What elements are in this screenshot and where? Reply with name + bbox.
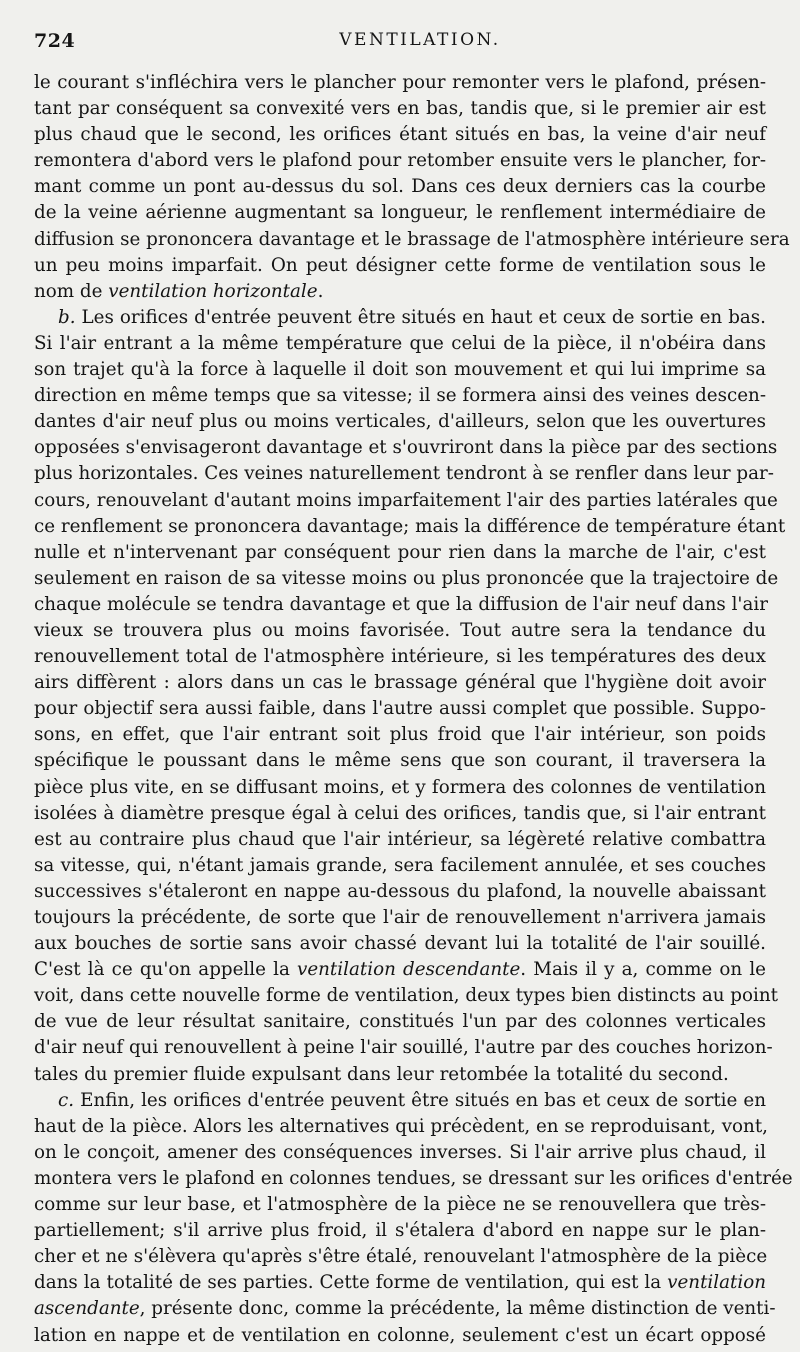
text-line bbox=[34, 305, 766, 331]
line-text: seulement en raison de sa vitesse moins ou plus prononcée que la trajectoire de bbox=[34, 567, 779, 589]
italic-term: ventilation descendante bbox=[297, 959, 521, 981]
text-line bbox=[34, 1088, 766, 1114]
line-text: airs diffèrent : alors dans un cas le brassage général que l'hygiène doit avoir bbox=[34, 672, 766, 694]
line-text: d'air neuf qui renouvellent à peine l'air souillé, l'autre par des couches horizon- bbox=[34, 1037, 773, 1059]
text-line bbox=[34, 331, 766, 357]
line-text: remontera d'abord vers le plafond pour retomber ensuite vers le plancher, for- bbox=[34, 150, 766, 172]
text-line bbox=[34, 592, 766, 618]
line-text: tant par conséquent sa convexité vers en bas, tandis que, si le premier air est bbox=[34, 98, 766, 120]
line-text: C'est là ce qu'on appelle la bbox=[34, 959, 298, 981]
body-text bbox=[34, 70, 793, 1349]
line-text: vieux se trouvera plus ou moins favorisée. Tout autre sera la tendance du bbox=[34, 619, 766, 641]
line-text: cours, renouvelant d'autant moins imparfaitement l'air des parties latérales que bbox=[34, 489, 778, 511]
italic-term: ascendante bbox=[34, 1298, 140, 1320]
line-text: de la veine aérienne augmentant sa longueur, le renflement intermédiaire de bbox=[34, 202, 766, 224]
text-line bbox=[34, 670, 766, 696]
text-line bbox=[34, 435, 778, 461]
text-line bbox=[34, 279, 766, 305]
line-text: plus horizontales. Ces veines naturellement tendront à se renfler dans leur par- bbox=[34, 463, 774, 485]
line-text: isolées à diamètre presque égal à celui des orifices, tandis que, si l'air entrant bbox=[34, 802, 766, 824]
line-text: pour objectif sera aussi faible, dans l'autre aussi complet que possible. Suppo- bbox=[34, 698, 766, 720]
line-text: pièce plus vite, en se diffusant moins, et y formera des colonnes de ventilation bbox=[34, 776, 766, 798]
text-line bbox=[34, 1166, 793, 1192]
line-text: opposées s'envisageront davantage et s'ouvriront dans la pièce par des sections bbox=[34, 437, 778, 459]
text-line bbox=[34, 1009, 766, 1035]
line-text: dans la totalité de ses parties. Cette forme de ventilation, qui est la bbox=[34, 1272, 668, 1294]
line-text: direction en même temps que sa vitesse; il se formera ainsi des veines descen- bbox=[34, 385, 766, 407]
italic-term: ventilation horizontale bbox=[108, 280, 318, 302]
line-text: comme sur leur base, et l'atmosphère de la pièce ne se renouvellera que très- bbox=[34, 1194, 766, 1216]
text-line bbox=[34, 618, 766, 644]
text-line bbox=[34, 1192, 766, 1218]
text-line bbox=[34, 853, 766, 879]
text-line bbox=[34, 540, 766, 566]
text-line bbox=[34, 1270, 766, 1296]
line-text: dantes d'air neuf plus ou moins verticales, d'ailleurs, selon que les ouvertures bbox=[34, 411, 766, 433]
line-text: Les orifices d'entrée peuvent être situés en haut et ceux de sortie en bas. bbox=[75, 306, 766, 328]
text-line bbox=[34, 70, 766, 96]
text-line bbox=[34, 383, 766, 409]
page-number: 724 bbox=[34, 30, 76, 52]
line-text: lation en nappe et de ventilation en colonne, seulement c'est un écart opposé bbox=[34, 1324, 766, 1346]
text-line bbox=[34, 174, 766, 200]
line-text: . bbox=[317, 280, 324, 302]
line-text: le courant s'infléchira vers le plancher pour remonter vers le plafond, présen- bbox=[34, 72, 766, 93]
line-text: est au contraire plus chaud que l'air intérieur, sa légèreté relative combattra bbox=[34, 828, 766, 850]
line-text: chaque molécule se tendra davantage et que la diffusion de l'air neuf dans l'air bbox=[34, 593, 768, 615]
line-text: . Mais il y a, comme on le bbox=[520, 959, 767, 981]
line-text: plus chaud que le second, les orifices étant situés en bas, la veine d'air neuf bbox=[34, 124, 766, 146]
text-line bbox=[34, 905, 766, 931]
line-text: son trajet qu'à la force à laquelle il doit son mouvement et qui lui imprime sa bbox=[34, 359, 766, 381]
text-line bbox=[34, 122, 766, 148]
text-line bbox=[34, 722, 766, 748]
line-text: haut de la pièce. Alors les alternatives qui précèdent, en se reproduisant, vont, bbox=[34, 1115, 768, 1137]
line-text: toujours la précédente, de sorte que l'air de renouvellement n'arrivera jamais bbox=[34, 907, 766, 928]
text-line bbox=[34, 409, 766, 435]
paragraph-marker: c. bbox=[58, 1089, 75, 1111]
line-text: cher et ne s'élèvera qu'après s'être étalé, renouvelant l'atmosphère de la pièce bbox=[34, 1246, 768, 1268]
text-line bbox=[34, 931, 766, 957]
text-line bbox=[34, 253, 766, 279]
text-line bbox=[34, 696, 766, 722]
text-line bbox=[34, 96, 766, 122]
line-text: , présente donc, comme la précédente, la même distinction de venti- bbox=[139, 1298, 776, 1320]
text-line bbox=[34, 227, 790, 253]
running-title: VENTILATION. bbox=[339, 30, 501, 50]
text-line bbox=[34, 1296, 776, 1322]
line-text: un peu moins imparfait. On peut désigner cette forme de ventilation sous le bbox=[34, 254, 766, 276]
paragraph-marker: b. bbox=[58, 306, 76, 328]
line-text: on le conçoit, amener des conséquences inverses. Si l'air arrive plus chaud, il bbox=[34, 1141, 766, 1163]
text-line bbox=[34, 1062, 766, 1088]
line-text: partiellement; s'il arrive plus froid, il s'étalera d'abord en nappe sur le plan- bbox=[34, 1220, 766, 1242]
line-text: renouvellement total de l'atmosphère intérieure, si les températures des deux bbox=[34, 646, 766, 668]
text-line bbox=[34, 1035, 773, 1061]
italic-term: ventilation bbox=[667, 1272, 766, 1294]
text-line bbox=[34, 827, 766, 853]
text-line bbox=[34, 357, 766, 383]
text-line bbox=[34, 957, 766, 983]
line-text: Si l'air entrant a la même température que celui de la pièce, il n'obéira dans bbox=[34, 332, 766, 354]
text-line bbox=[34, 148, 766, 174]
text-line bbox=[34, 461, 774, 487]
text-line bbox=[34, 801, 766, 827]
line-text: tales du premier fluide expulsant dans leur retombée la totalité du second. bbox=[34, 1063, 729, 1085]
line-text: montera vers le plafond en colonnes tendues, se dressant sur les orifices d'entrée bbox=[34, 1167, 793, 1189]
line-text: Enfin, les orifices d'entrée peuvent être situés en bas et ceux de sortie en bbox=[74, 1089, 766, 1111]
text-line bbox=[34, 1323, 766, 1349]
text-line bbox=[34, 1140, 766, 1166]
text-line bbox=[34, 644, 766, 670]
text-line bbox=[34, 775, 766, 801]
line-text: successives s'étaleront en nappe au-dessous du plafond, la nouvelle abaissant bbox=[34, 880, 766, 902]
text-line bbox=[34, 488, 778, 514]
line-text: ce renflement se prononcera davantage; mais la différence de température étant bbox=[34, 515, 786, 537]
line-text: mant comme un pont au-dessus du sol. Dans ces deux derniers cas la courbe bbox=[34, 176, 766, 198]
text-line bbox=[34, 748, 766, 774]
text-line bbox=[34, 879, 766, 905]
line-text: aux bouches de sortie sans avoir chassé devant lui la totalité de l'air souillé. bbox=[34, 933, 766, 955]
text-line bbox=[34, 566, 779, 592]
line-text: voit, dans cette nouvelle forme de ventilation, deux types bien distincts au point bbox=[34, 985, 778, 1007]
text-line bbox=[34, 1244, 766, 1270]
text-line bbox=[34, 983, 778, 1009]
text-line bbox=[34, 514, 786, 540]
line-text: sa vitesse, qui, n'étant jamais grande, sera facilement annulée, et ses couches bbox=[34, 854, 766, 876]
line-text: spécifique le poussant dans le même sens que son courant, il traversera la bbox=[34, 750, 766, 772]
line-text: diffusion se prononcera davantage et le brassage de l'atmosphère intérieure sera bbox=[34, 228, 790, 250]
page-header bbox=[30, 30, 780, 60]
text-line bbox=[34, 1218, 766, 1244]
line-text: de vue de leur résultat sanitaire, constitués l'un par des colonnes verticales bbox=[34, 1011, 766, 1033]
text-line bbox=[34, 1114, 766, 1140]
line-text: nulle et n'intervenant par conséquent pour rien dans la marche de l'air, c'est bbox=[34, 541, 766, 563]
text-line bbox=[34, 200, 766, 226]
line-text: nom de bbox=[34, 280, 109, 302]
line-text: sons, en effet, que l'air entrant soit plus froid que l'air intérieur, son poids bbox=[34, 724, 766, 746]
